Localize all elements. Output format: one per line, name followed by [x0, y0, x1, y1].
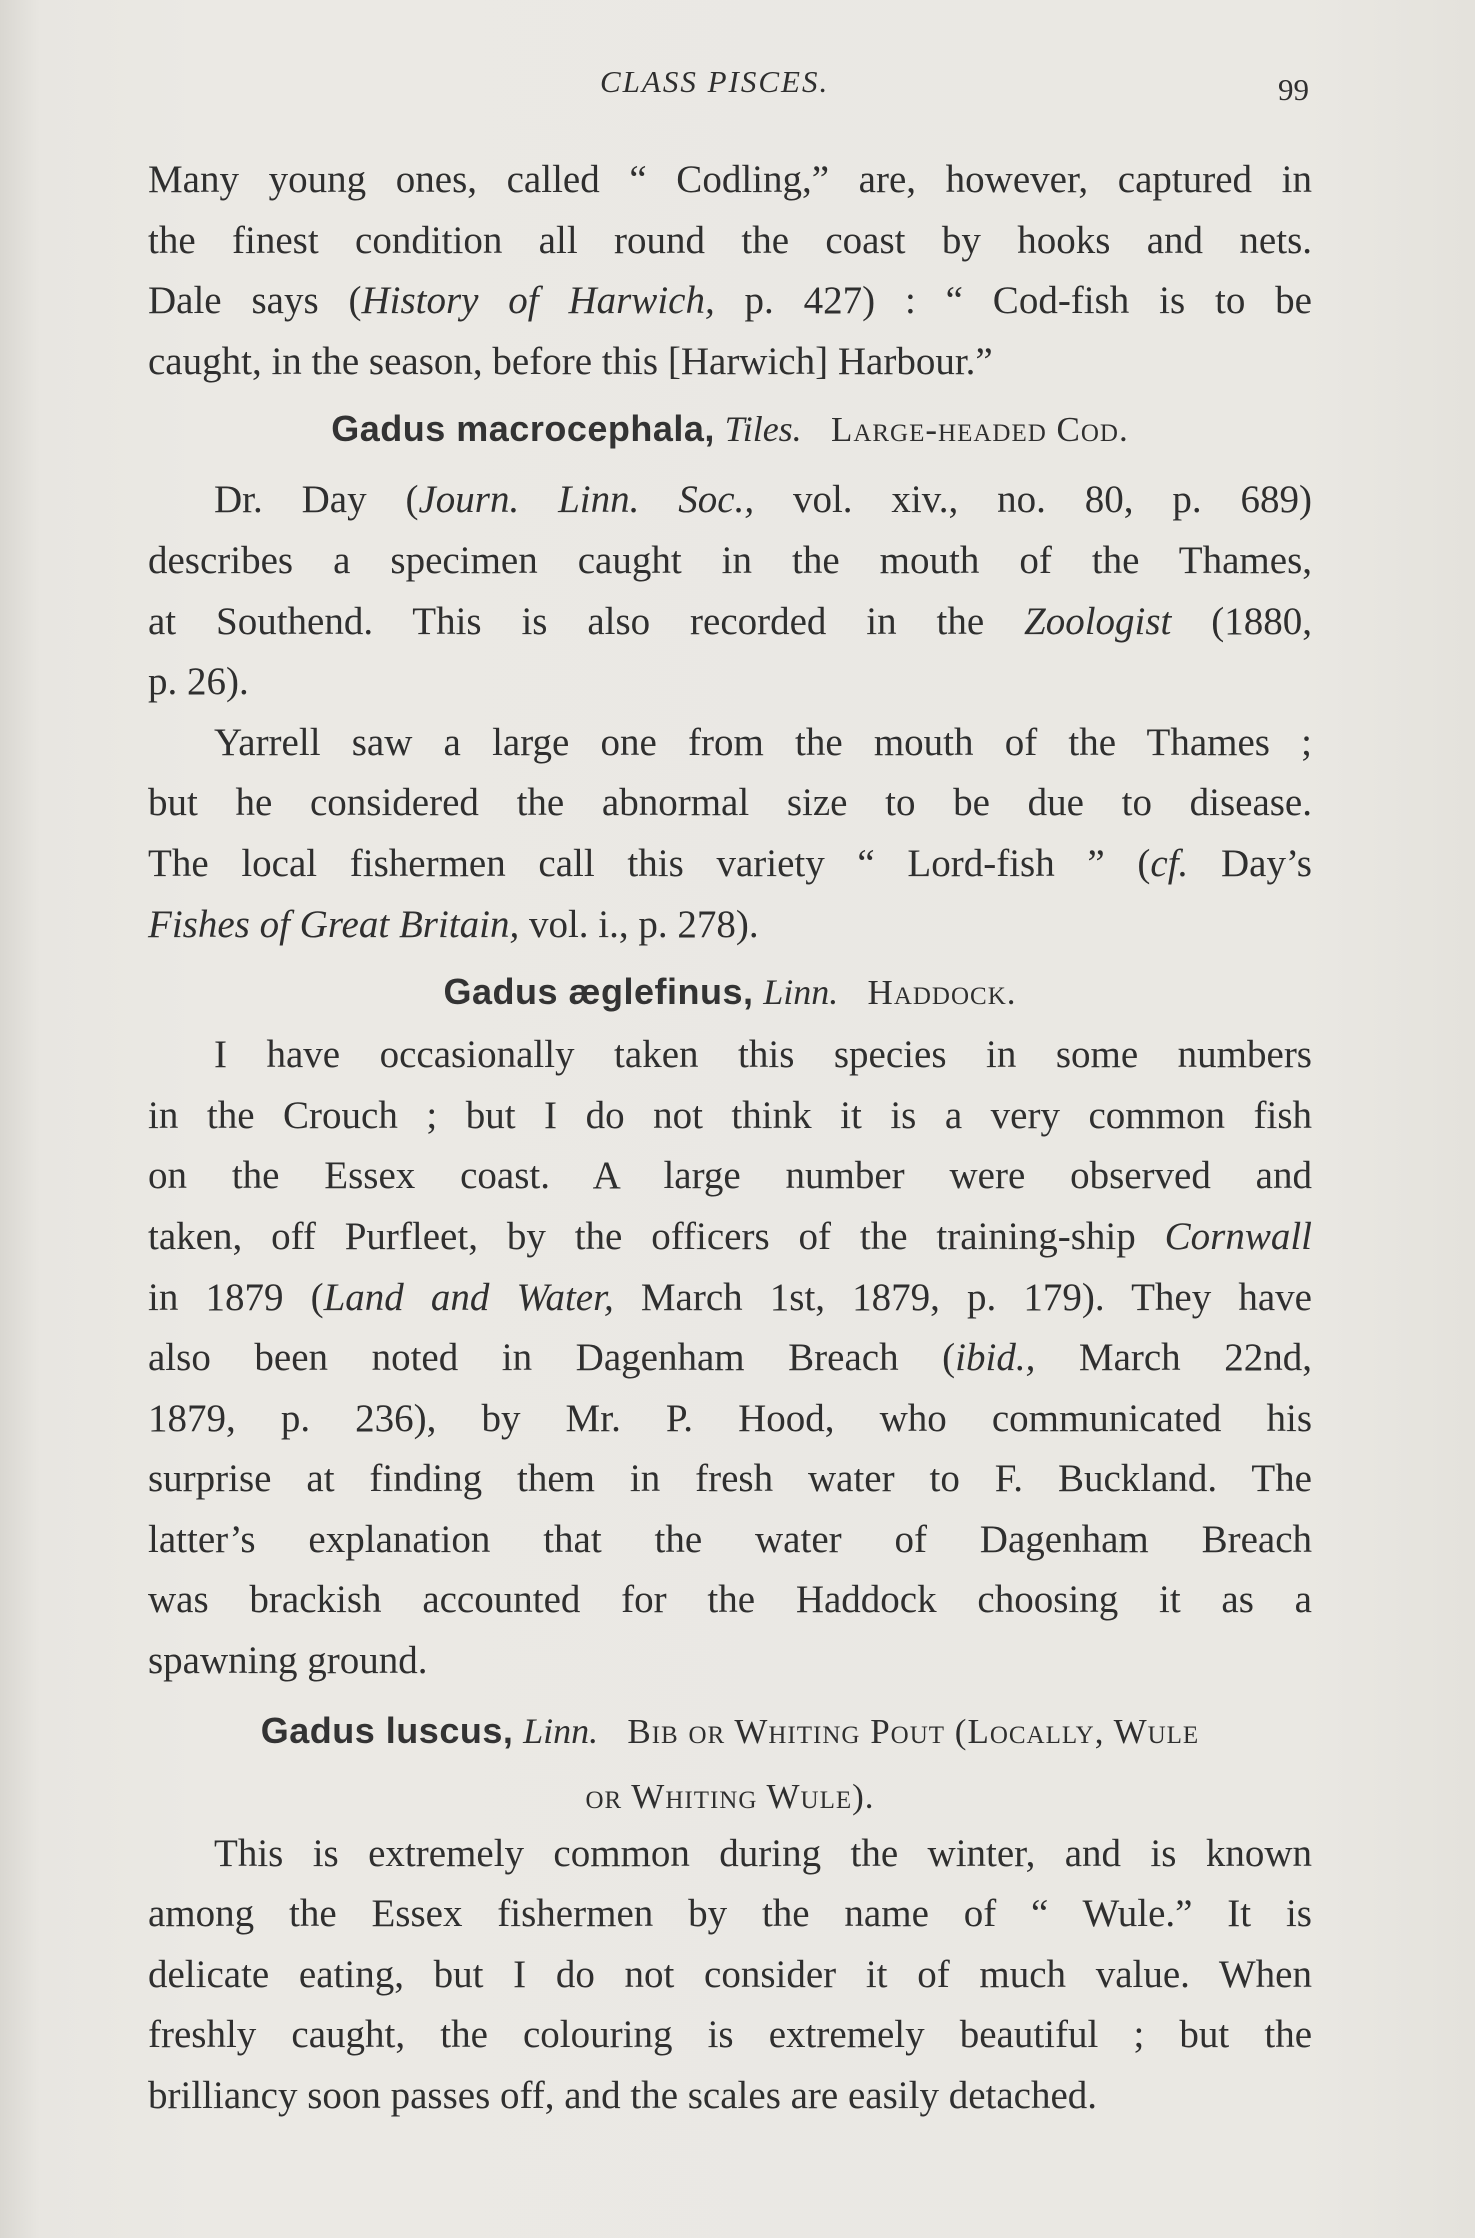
species-name: Gadus luscus,	[260, 1709, 514, 1751]
text-line: Dale says (History of Harwich, p. 427) : “ Cod-fish is to be	[148, 279, 1312, 323]
text-line: Fishes of Great Britain, vol. i., p. 278).	[148, 902, 759, 946]
paragraph-yarrell	[148, 713, 1312, 955]
text-line: describes a specimen caught in the mouth of the Thames,	[148, 538, 1312, 582]
text-line: also been noted in Dagenham Breach (ibid., March 22nd,	[148, 1336, 1312, 1380]
italic-text: Cornwall	[1164, 1214, 1312, 1258]
text-line: spawning ground.	[148, 1639, 428, 1683]
text-line: 1879, p. 236), by Mr. P. Hood, who communicated his	[148, 1396, 1312, 1440]
species-name: Gadus æglefinus,	[443, 971, 754, 1013]
text-line: taken, off Purfleet, by the officers of the training-ship Cornwall	[148, 1214, 1312, 1258]
paragraph-bib	[148, 1824, 1312, 2127]
text-line: Yarrell saw a large one from the mouth of the Thames ;	[214, 720, 1312, 764]
text-line: among the Essex fishermen by the name of “ Wule.” It is	[148, 1892, 1312, 1936]
text-line: freshly caught, the colouring is extremely beautiful ; but the	[148, 2013, 1312, 2057]
text-line: but he considered the abnormal size to be due to disease.	[148, 781, 1312, 825]
italic-text: Journ. Linn. Soc.,	[418, 478, 755, 522]
text-line: p. 26).	[148, 660, 249, 704]
text-line: The local fishermen call this variety “ Lord-fish ” (cf. Day’s	[148, 841, 1312, 885]
species-heading-luscus-continued	[148, 1768, 1312, 1824]
species-authority: Tiles.	[724, 409, 802, 450]
italic-text: Fishes of Great Britain,	[148, 902, 520, 946]
page-body	[148, 150, 1312, 2127]
common-name-continued: or Whiting Wule).	[585, 1776, 875, 1816]
species-authority: Linn.	[523, 1710, 599, 1751]
text-line: Dr. Day (Journ. Linn. Soc., vol. xiv., no. 80, p. 689)	[214, 478, 1312, 522]
italic-text: cf.	[1150, 841, 1189, 885]
species-name: Gadus macrocephala,	[331, 408, 715, 450]
species-heading-luscus	[148, 1698, 1312, 1764]
italic-text: History of Harwich,	[361, 279, 715, 323]
species-authority: Linn.	[763, 972, 839, 1013]
common-name: Large-headed Cod.	[830, 410, 1129, 450]
page-header	[0, 64, 1475, 114]
italic-text: Land and Water,	[323, 1275, 614, 1319]
paragraph-haddock	[148, 1025, 1312, 1692]
text-line: brilliancy soon passes off, and the scales are easily detached.	[148, 2074, 1098, 2118]
species-heading-macrocephala	[148, 396, 1312, 462]
common-name: Haddock.	[867, 973, 1017, 1013]
italic-text: ibid.,	[955, 1336, 1036, 1380]
text-line: the finest condition all round the coast by hooks and nets.	[148, 218, 1312, 262]
text-line: Many young ones, called “ Codling,” are, however, captured in	[148, 158, 1312, 201]
species-heading-aeglefinus	[148, 959, 1312, 1025]
text-line: caught, in the season, before this [Harwich] Harbour.”	[148, 339, 993, 383]
common-name: Bib or Whiting Pout (Locally, Wule	[627, 1711, 1200, 1751]
italic-text: Zoologist	[1024, 599, 1172, 643]
text-line: This is extremely common during the winter, and is known	[214, 1831, 1312, 1875]
paragraph-day-specimen	[148, 470, 1312, 712]
text-line: on the Essex coast. A large number were observed and	[148, 1154, 1312, 1198]
running-title: CLASS PISCES.	[600, 64, 830, 99]
page-number: 99	[1278, 72, 1309, 107]
text-line: was brackish accounted for the Haddock choosing it as a	[148, 1578, 1312, 1622]
text-line: at Southend. This is also recorded in the Zoologist (1880,	[148, 599, 1312, 643]
text-line: surprise at finding them in fresh water to F. Buckland. The	[148, 1457, 1312, 1501]
text-line: in 1879 (Land and Water, March 1st, 1879, p. 179). They have	[148, 1275, 1312, 1319]
text-line: latter’s explanation that the water of Dagenham Breach	[148, 1517, 1312, 1561]
text-line: in the Crouch ; but I do not think it is a very common fish	[148, 1093, 1312, 1137]
paragraph-codling	[148, 150, 1312, 392]
text-line: delicate eating, but I do not consider it of much value. When	[148, 1952, 1312, 1996]
text-line: I have occasionally taken this species in some numbers	[214, 1033, 1312, 1077]
